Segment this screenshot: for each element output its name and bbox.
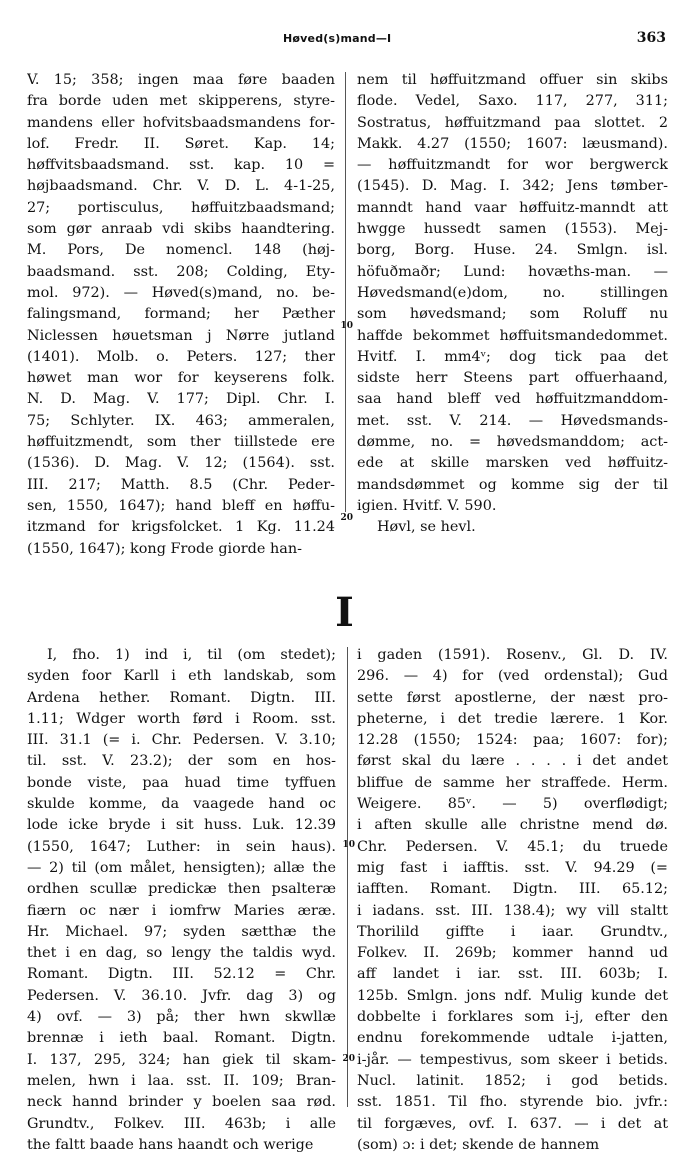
text-line: i iadans. sst. III. 138.4); wy vill staltt [357,902,668,919]
text-line: 296. — 4) for (ved ordenstal); Gud [357,668,668,685]
text-line: N. D. Mag. V. 177; Dipl. Chr. I. [27,391,335,408]
text-line: dømme, no. = høvedsmanddom; act- [357,434,668,451]
text-line: sidste herr Steens part offuerhaand, [357,370,668,387]
text-line: Høvedsmand(e)dom, no. stillingen [357,284,668,301]
section-letter-heading: I [335,589,354,636]
text-line: fra borde uden met skipperens, styre- [27,93,335,110]
text-line: III. 31.1 (= i. Chr. Pedersen. V. 3.10; [27,732,336,749]
text-line: — 2) til (om målet, hensigten); allæ the [27,859,336,876]
text-line: pheterne, i det tredie lærere. 1 Kor. [357,710,668,727]
text-line: dobbelte i forklares som i-j, efter den [357,1009,668,1026]
text-line: I, fho. 1) ind i, til (om stedet); [47,647,336,663]
text-line: høffuitzmendt, som ther tiillstede ere [27,434,335,451]
text-line: Pedersen. V. 36.10. Jvfr. dag 3) og [27,987,336,1004]
text-line: (1545). D. Mag. I. 342; Jens tømber- [357,178,668,195]
text-line: bliffue de samme her straffede. Herm. [357,774,668,791]
text-line: (1550, 1647); kong Frode giorde han- [27,540,302,557]
text-line: V. 15; 358; ingen maa føre baaden [27,72,335,88]
text-line: (1550, 1647; Luther: in sein haus). [27,838,336,855]
text-line: Sostratus, høffuitzmand paa slottet. 2 [357,114,668,131]
text-line: høffvitsbaadsmand. sst. kap. 10 = [27,157,335,174]
line-number: 20 [342,1054,355,1064]
text-line: sette først apostlerne, der næst pro- [357,689,668,706]
top-left-column [27,70,335,560]
text-line: Niclessen høuetsman j Nørre jutland [27,327,335,344]
text-line: 1.11; Wdger worth førd i Room. sst. [27,710,336,727]
text-line: Weigere. 85ᵛ. — 5) overflødigt; [357,796,668,813]
page-number: 363 [636,30,666,46]
text-line: skulde komme, da vaagede hand oc [27,796,336,813]
text-line: Grundtv., Folkev. III. 463b; i alle [27,1115,336,1132]
text-line: haffde bekommet høffuitsmandedommet. [357,327,668,344]
text-line: 125b. Smlgn. jons ndf. Mulig kunde det [357,987,668,1004]
text-line: mandens eller hofvitsbaadsmandens for- [27,114,335,131]
text-line: itzmand for krigsfolcket. 1 Kg. 11.24 [27,519,335,536]
bottom-right-column [357,645,668,1156]
text-line: manndt hand vaar høffuitz-manndt att [357,199,668,216]
text-line: Chr. Pedersen. V. 45.1; du truede [357,838,668,855]
text-line: hwgge hussedt samen (1553). Mej- [357,221,668,238]
text-line: lof. Fredr. II. Søret. Kap. 14; [27,135,335,152]
text-line: i-jår. — tempestivus, som skeer i betids. [357,1051,668,1068]
text-line: thet i en dag, so lengy the taldis wyd. [27,945,336,962]
text-line: Høvl, se hevl. [377,519,476,536]
text-line: mig fast i iafftis. sst. V. 94.29 (= [357,859,668,876]
text-line: høwet man wor for keyserens folk. [27,370,335,387]
column-divider [347,647,348,1107]
bottom-entries-block [0,645,689,1153]
text-line: 75; Schlyter. IX. 463; ammeralen, [27,412,335,429]
text-line: i gaden (1591). Rosenv., Gl. D. IV. [357,647,668,663]
top-right-column [357,70,668,539]
text-line: sst. 1851. Til fho. styrende bio. jvfr.: [357,1094,668,1111]
text-line: endnu forekommende udtale i-jatten, [357,1030,668,1047]
text-line: mol. 972). — Høved(s)mand, no. be- [27,284,335,301]
text-line: 4) ovf. — 3) på; ther hwn skwllæ [27,1009,336,1026]
text-line: saa hand bleff ved høffuitzmanddom- [357,391,668,408]
text-line: Nucl. latinit. 1852; i god betids. [357,1072,668,1089]
text-line: falingsmand, formand; her Pæther [27,306,335,323]
text-line: sen, 1550, 1647); hand bleff en høffu- [27,497,335,514]
text-line: nem til høffuitzmand offuer sin skibs [357,72,668,88]
text-line: i aften skulle alle christne mend dø. [357,817,668,834]
text-line: I. 137, 295, 324; han giek til skam- [27,1051,336,1068]
text-line: 12.28 (1550; 1524: paa; 1607: for); [357,732,668,749]
text-line: først skal du lære . . . . i det andet [357,753,668,770]
text-line: lode icke bryde i sit huss. Luk. 12.39 [27,817,336,834]
line-number: 10 [340,321,353,331]
text-line: flode. Vedel, Saxo. 117, 277, 311; [357,93,668,110]
text-line: mandsdømmet og komme sig der til [357,476,668,493]
text-line: til. sst. V. 23.2); der som en hos- [27,753,336,770]
text-line: iafften. Romant. Digtn. III. 65.12; [357,881,668,898]
text-line: Thorilild giffte i iaar. Grundtv., [357,923,668,940]
text-line: met. sst. V. 214. — Høvedsmands- [357,412,668,429]
text-line: melen, hwn i laa. sst. II. 109; Bran- [27,1072,336,1089]
text-line: neck hannd brinder y boelen saa rød. [27,1094,336,1111]
text-line: Hr. Michael. 97; syden sætthæ the [27,923,336,940]
text-line: som høvedsmand; som Roluff nu [357,306,668,323]
text-line: Makk. 4.27 (1550; 1607: læusmand). [357,135,668,152]
running-title: Høved(s)mand—I [283,32,392,45]
bottom-left-column [27,645,336,1156]
text-line: bonde viste, paa huad time tyffuen [27,774,336,791]
text-line: höfuðmaðr; Lund: hovæths-man. — [357,263,668,280]
text-line: ede at skille marsken ved høffuitz- [357,455,668,472]
text-line: som gør anraab vdi skibs haandtering. [27,221,335,238]
text-line: fiærn oc nær i iomfrw Maries æræ. [27,902,336,919]
text-line: 27; portisculus, høffuitzbaadsmand; [27,199,335,216]
column-divider [345,72,346,512]
text-line: Romant. Digtn. III. 52.12 = Chr. [27,966,336,983]
text-line: M. Pors, De nomencl. 148 (høj- [27,242,335,259]
text-line: Hvitf. I. mm4ᵛ; dog tick paa det [357,348,668,365]
text-line: (1536). D. Mag. V. 12; (1564). sst. [27,455,335,472]
text-line: til forgæves, ovf. I. 637. — i det at [357,1115,668,1132]
top-entries-block [0,70,689,557]
text-line: brennæ i ieth baal. Romant. Digtn. [27,1030,336,1047]
text-line: Folkev. II. 269b; kommer hannd ud [357,945,668,962]
line-number: 20 [340,513,353,523]
running-header [0,28,689,48]
text-line: — høffuitzmandt for wor bergwerck [357,157,668,174]
text-line: ordhen scullæ predickæ then psalteræ [27,881,336,898]
text-line: Ardena hether. Romant. Digtn. III. [27,689,336,706]
text-line: syden foor Karll i eth landskab, som [27,668,336,685]
text-line: højbaadsmand. Chr. V. D. L. 4-1-25, [27,178,335,195]
text-line: aff landet i iar. sst. III. 603b; I. [357,966,668,983]
line-number: 10 [342,840,355,850]
text-line: igien. Hvitf. V. 590. [357,497,497,514]
text-line: borg, Borg. Huse. 24. Smlgn. isl. [357,242,668,259]
text-line: baadsmand. sst. 208; Colding, Ety- [27,263,335,280]
text-line: III. 217; Matth. 8.5 (Chr. Peder- [27,476,335,493]
text-line: (1401). Molb. o. Peters. 127; ther [27,348,335,365]
text-line: the faltt baade hans haandt och werige [27,1136,314,1153]
text-line: (som) ɔ: i det; skende de hannem [357,1136,600,1153]
